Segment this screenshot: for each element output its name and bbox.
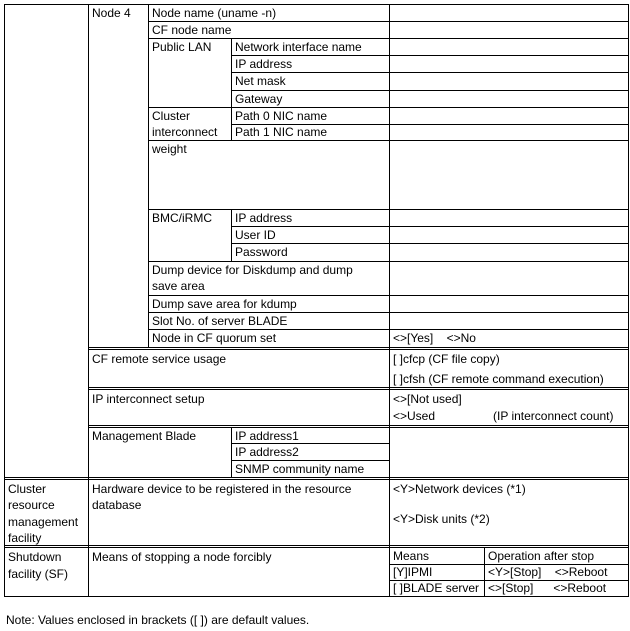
interconnect-count-note: (IP interconnect count) bbox=[493, 409, 614, 423]
border bbox=[231, 38, 232, 108]
ip-address1-label: IP address1 bbox=[235, 429, 299, 443]
stop-means-label: Means of stopping a node forcibly bbox=[92, 550, 272, 564]
quorum-label: Node in CF quorum set bbox=[152, 331, 277, 345]
border bbox=[4, 4, 5, 597]
cluster-interconnect-label: Cluster bbox=[152, 109, 191, 123]
border bbox=[4, 477, 629, 478]
network-interface-name-label: Network interface name bbox=[235, 40, 362, 54]
border bbox=[231, 226, 629, 227]
ip-address2-label: IP address2 bbox=[235, 445, 299, 459]
ip-interconnect-label: IP interconnect setup bbox=[92, 392, 205, 406]
sf-label: Shutdown bbox=[8, 550, 62, 564]
border bbox=[231, 90, 629, 91]
blade-after-stop: <>[Stop] <>Reboot bbox=[488, 581, 607, 595]
password-label: Password bbox=[235, 245, 288, 259]
border bbox=[231, 427, 232, 478]
border bbox=[4, 596, 629, 597]
used-option: <>Used bbox=[393, 409, 436, 423]
border bbox=[148, 38, 629, 39]
ip-address-label: IP address bbox=[235, 57, 293, 71]
border bbox=[88, 349, 629, 350]
kdump-label: Dump save area for kdump bbox=[152, 297, 297, 311]
border bbox=[88, 425, 629, 426]
border bbox=[4, 479, 629, 480]
cf-remote-label: CF remote service usage bbox=[92, 352, 227, 366]
node4-label: Node 4 bbox=[92, 6, 131, 20]
disk-units-option: <Y>Disk units (*2) bbox=[393, 512, 490, 526]
ipmi-after-stop: <Y>[Stop] <>Reboot bbox=[488, 565, 608, 579]
border bbox=[148, 107, 629, 108]
means-header: Means bbox=[393, 549, 430, 563]
bmc-irmc-label: BMC/iRMC bbox=[152, 211, 212, 225]
border bbox=[88, 4, 89, 597]
border bbox=[88, 389, 629, 390]
quorum-options: <>[Yes] <>No bbox=[393, 331, 476, 345]
snmp-community-label: SNMP community name bbox=[235, 462, 365, 476]
dump-device-label: save area bbox=[152, 279, 205, 293]
path1-nic-label: Path 1 NIC name bbox=[235, 125, 328, 139]
slot-label: Slot No. of server BLADE bbox=[152, 314, 288, 328]
border bbox=[88, 347, 629, 348]
hardware-device-label: Hardware device to be registered in the resource bbox=[92, 482, 352, 496]
sf-label: facility (SF) bbox=[8, 567, 68, 581]
operation-after-stop-header: Operation after stop bbox=[488, 549, 595, 563]
user-id-label: User ID bbox=[235, 228, 276, 242]
ipmi-means: [Y]IPMI bbox=[393, 565, 433, 579]
crm-label: facility bbox=[8, 531, 42, 545]
dump-device-label: Dump device for Diskdump and dump bbox=[152, 263, 353, 277]
cfcp-option: [ ]cfcp (CF file copy) bbox=[393, 352, 500, 366]
net-mask-label: Net mask bbox=[235, 74, 286, 88]
border bbox=[88, 387, 629, 388]
cf-node-name-label: CF node name bbox=[152, 23, 232, 37]
border bbox=[484, 547, 485, 597]
border bbox=[628, 4, 629, 597]
cluster-interconnect-label: interconnect bbox=[152, 125, 218, 139]
not-used-option: <>[Not used] bbox=[393, 392, 462, 406]
border bbox=[148, 209, 629, 210]
blade-server-means: [ ]BLADE server bbox=[393, 581, 480, 595]
management-blade-label: Management Blade bbox=[92, 429, 197, 443]
border bbox=[231, 243, 629, 244]
public-lan-label: Public LAN bbox=[152, 40, 212, 54]
gateway-label: Gateway bbox=[235, 92, 283, 106]
footnote: Note: Values enclosed in brackets ([ ]) are default values. bbox=[6, 613, 310, 627]
hardware-device-label: database bbox=[92, 498, 142, 512]
crm-label: Cluster bbox=[8, 482, 47, 496]
path0-nic-label: Path 0 NIC name bbox=[235, 109, 328, 123]
border bbox=[231, 72, 629, 73]
border bbox=[389, 4, 390, 597]
node-name-label: Node name (uname -n) bbox=[152, 6, 277, 20]
border bbox=[148, 140, 629, 141]
crm-label: management bbox=[8, 515, 79, 529]
crm-label: resource bbox=[8, 498, 55, 512]
network-devices-option: <Y>Network devices (*1) bbox=[393, 482, 526, 496]
border bbox=[231, 209, 232, 261]
cfsh-option: [ ]cfsh (CF remote command execution) bbox=[393, 372, 604, 386]
border bbox=[4, 545, 629, 546]
weight-label: weight bbox=[152, 142, 187, 156]
bmc-ip-address-label: IP address bbox=[235, 211, 293, 225]
